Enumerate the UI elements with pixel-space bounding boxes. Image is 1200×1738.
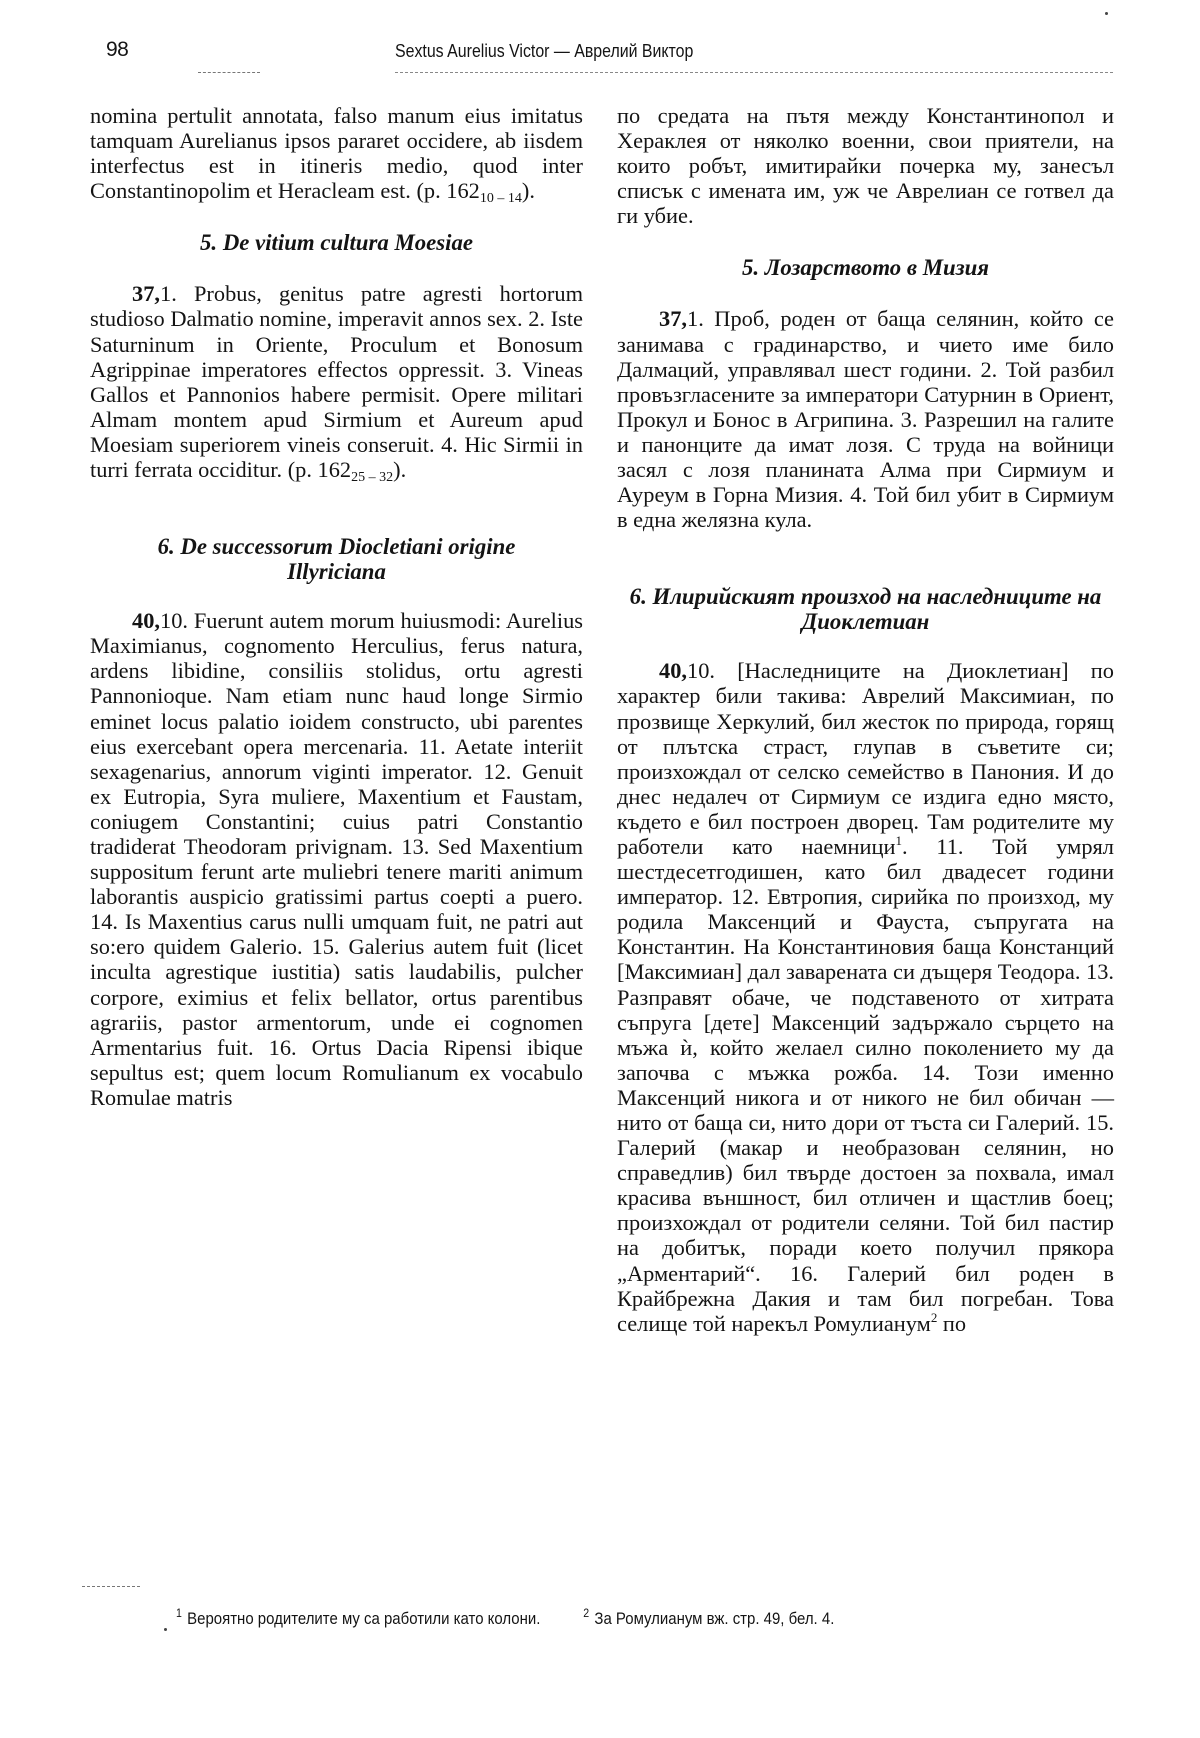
footnote-text: Вероятно родителите му са работили като колони. — [187, 1609, 541, 1628]
scan-speck — [1105, 12, 1108, 15]
running-title: Sextus Aurelius Victor — Аврелий Виктор — [395, 40, 694, 61]
footnote-reference-2[interactable]: 2 — [930, 1309, 938, 1325]
bulgarian-text: . 11. Той умрял шестдесетгодишен, като бил двадесет години император. 12. Евтропия, сирийка по произход, му родила Максенций и Фауста, съпругата на Константин. На Константиновия баща Констанций [Максимиан] дал заварената си дъщеря Теодора. 13. Разправят обаче, че подставеното от хитрата съпруга [дете] Максенций задържало сърцето на мъжа ѝ, който желаел силно поколението му да започва с мъжка рожба. 14. Този именно Максенций никога и от никого не бил обичан — нито от баща си, нито дори от тъста си Галерий. 15. Галерий (макар и необразован селянин, но справедлив) бил твърде достоен за похвала, имал красива външност, бил отличен и щастлив боец; произхождал от родители селяни. Той бил пастир на добитък, поради което получил прякора „Арментарий“. 16. Галерий бил роден в Крайбрежна Дакия и там бил погребан. Това селище той нарекъл Ромулианум — [617, 833, 1115, 1336]
page-number: 98 — [106, 38, 129, 61]
footnote-text: За Ромулианум вж. стр. 49, бел. 4. — [594, 1609, 835, 1628]
latin-paragraph-continued — [90, 103, 583, 207]
bulgarian-paragraph-37 — [617, 306, 1114, 532]
scan-speck — [164, 1628, 167, 1631]
header-rule — [395, 72, 1113, 73]
latin-text: 1. Probus, genitus patre agresti hortorum studioso Dalmatio nomine, imperavit annos sex. 2. Iste Saturninum in Oriente, Proculum et Bonosum Agrippinae imperatores effectos oppressit. 3. Vineas Gallos et Pannonios habere permisit. Opere militari Almam montem apud Sirmium et Aureum apud Moesiam superiorem vineis conseruit. 4. Hic Sirmii in turri ferrata occiditur. (p. 162 — [90, 281, 583, 483]
bulgarian-paragraph-40 — [617, 658, 1114, 1336]
page-ref-subscript: 25 – 32 — [351, 470, 394, 486]
bulgarian-text: 1. Проб, роден от баща селянин, който се занимава с градинарство, и чието име било Далмаций, управлявал шест години. 2. Той разбил провъзгласените за императори Сатурнин в Ориент, Прокул и Бонос в Агрипина. 3. Разрешил на галите и панонците да имат лозя. С труда на войници засял с лозя планината Алма при Сирмиум и Ауреум в Горна Мизия. 4. Той бил убит в Сирмиум в една желязна кула. — [617, 306, 1114, 533]
footnote-reference-1[interactable]: 1 — [895, 832, 902, 848]
latin-paragraph-37 — [90, 281, 583, 486]
chapter-number: 37, — [659, 306, 687, 332]
bulgarian-section-heading-6: 6. Илирийският произход на наследниците на Диоклетиан — [629, 584, 1102, 635]
latin-column — [90, 103, 583, 1110]
footnote-rule — [82, 1586, 140, 1587]
latin-paragraph-40 — [90, 608, 583, 1110]
latin-text: 10. Fuerunt autem morum huiusmodi: Aurelius Maximianus, cognomento Herculius, ferus natura, ardens libidine, consiliis stolidus, ortu agresti Pannonioque. Nam etiam nunc haud longe Sirmio eminet locus palatio ioidem constructo, ubi parentes eius exercebant opera mercenaria. 11. Aetate interiit sexagenarius, annorum viginti imperator. 12. Genuit ex Eutropia, Syra muliere, Maxentium et Faustam, coniugem Constantini; cuius patri Constantio tradiderat Theodoram privignam. 13. Sed Maxentium suppositum ferunt arte muliebri tenere mariti animum laborantis auspicio gratissimi partus coepti a puero. 14. Is Maxentius carus nulli umquam fuit, ne patri aut so:ero quidem Galerio. 15. Galerius autem fuit (licet inculta agrestique iustitia) satis laudabilis, pulcher corpore, eximius et felix bellator, ortus parentibus agrariis, pastor armentorum, unde ei cognomen Armentarius fuit. 16. Ortus Dacia Ripensi ibique sepultus est; quem locum Romulianum ex vocabulo Romulae matris — [90, 608, 583, 1110]
footnote-1 — [176, 1606, 541, 1629]
latin-text: nomina pertulit annotata, falso manum eius imitatus tamquam Aurelianus ipsos pararet occidere, ab iisdem interfectus est in itineris medio, quod inter Constantinopolim et Heracleam est. (p. 162 — [90, 103, 583, 204]
bulgarian-paragraph-continued: по средата на пътя между Константинопол и Хераклея от няколко военни, свои приятели, на които робът, имитирайки почерка му, занесъл списък с имената им, уж че Аврелиан се готвел да ги убие. — [617, 103, 1114, 229]
latin-text: ). — [393, 457, 407, 483]
footnote-2 — [583, 1606, 835, 1629]
bulgarian-section-heading-5: 5. Лозарството в Мизия — [741, 255, 990, 281]
latin-section-heading-6: 6. De successorum Diocletiani origine Illyriciana — [157, 534, 516, 585]
page-ref-subscript: 10 – 14 — [479, 191, 522, 207]
bulgarian-text: по — [937, 1310, 967, 1336]
chapter-number: 37, — [132, 281, 160, 307]
header-rule-left — [198, 72, 260, 73]
bulgarian-text: 10. [Наследниците на Диоклетиан] по характер били такива: Аврелий Максимиан, по прозвище Херкулий, бил жесток по природа, горящ от плътска страст, глупав в съветите си; произхождал от селско семейство в Панония. И до днес недалеч от Сирмиум се издига едно място, където е бил построен дворец. Там родителите му работели като наемници — [617, 658, 1114, 859]
footnote-mark: 2 — [583, 1606, 590, 1620]
bulgarian-column — [617, 103, 1114, 1336]
latin-section-heading-5: 5. De vitium cultura Moesiae — [200, 230, 473, 256]
footnote-mark: 1 — [176, 1606, 182, 1620]
chapter-number: 40, — [659, 658, 687, 684]
chapter-number: 40, — [132, 608, 160, 634]
latin-text: ). — [521, 178, 535, 204]
footnotes — [176, 1606, 1024, 1629]
